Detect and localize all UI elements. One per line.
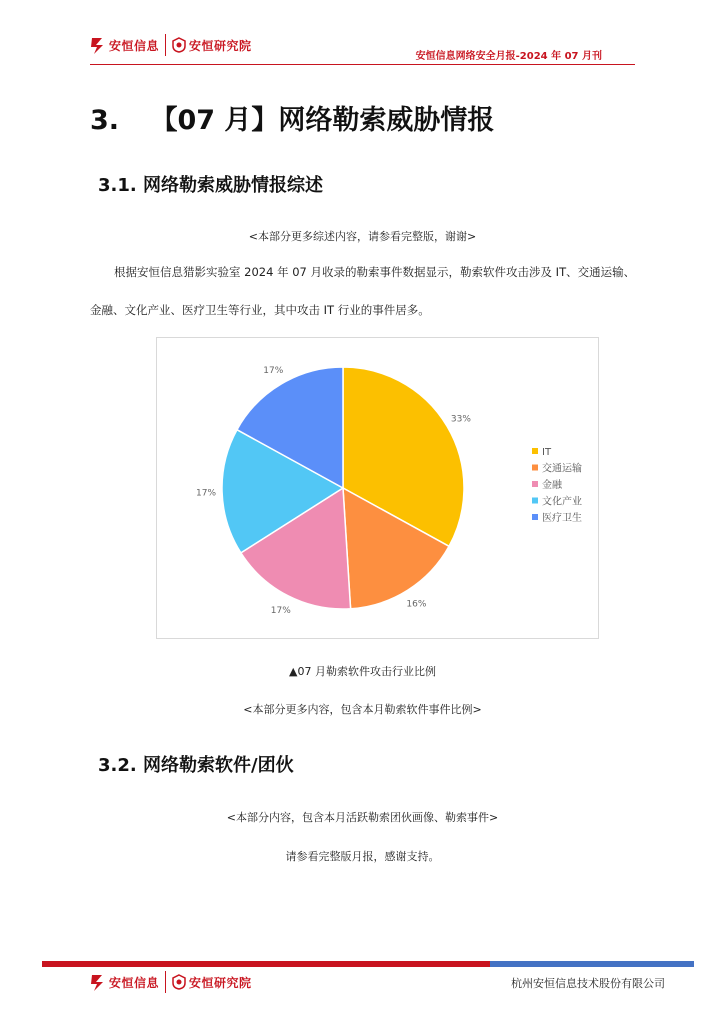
figure-caption: ▲07 月勒索软件攻击行业比例 xyxy=(289,665,436,678)
legend-swatch-3 xyxy=(532,498,538,504)
section-number: 3. xyxy=(90,105,120,136)
research-institute-logo-icon xyxy=(172,37,186,53)
dbappsecurity-logo-icon xyxy=(90,972,106,992)
footer-bar-red xyxy=(42,961,490,967)
legend-swatch-2 xyxy=(532,481,538,487)
pie-data-label-2: 17% xyxy=(270,606,291,617)
dbappsecurity-logo-icon xyxy=(90,35,106,55)
summary-note: <本部分更多综述内容，请参看完整版，谢谢> xyxy=(248,230,477,243)
page-header xyxy=(0,0,724,70)
legend-label-0: IT xyxy=(542,447,552,458)
pie-data-label-0: 33% xyxy=(450,414,471,425)
legend-swatch-1 xyxy=(532,465,538,471)
header-title: 安恒信息网络安全月报-2024 年 07 月刊 xyxy=(415,51,602,62)
pie-chart-container xyxy=(156,337,599,639)
logo-company-name: 安恒信息 xyxy=(109,38,160,53)
legend-label-4: 医疗卫生 xyxy=(542,513,582,524)
footer-logo-company-name: 安恒信息 xyxy=(109,975,160,990)
footer-logo-divider xyxy=(165,971,166,993)
figure-note: <本部分更多内容，包含本月勒索软件事件比例> xyxy=(243,703,482,716)
header-divider xyxy=(90,64,635,65)
legend-label-2: 金融 xyxy=(542,480,562,491)
footer-bar-blue xyxy=(490,961,694,967)
pie-chart xyxy=(157,338,598,638)
subsection-heading-3-2: 3.2. 网络勒索软件/团伙 xyxy=(98,755,294,776)
header-logo xyxy=(90,34,252,56)
pie-data-label-3: 17% xyxy=(196,488,217,499)
footer-logo xyxy=(90,971,252,993)
summary-paragraph: 根据安恒信息猎影实验室 2024 年 07 月收录的勒索事件数据显示，勒索软件攻击涉及 IT、交通运输、金融、文化产业、医疗卫生等行业，其中攻击 IT 行业的事件居多。 xyxy=(90,265,636,317)
legend-swatch-0 xyxy=(532,448,538,454)
subsection-heading-3-1: 3.1. 网络勒索威胁情报综述 xyxy=(98,175,323,196)
closing-text: 请参看完整版月报，感谢支持。 xyxy=(285,850,440,863)
research-institute-logo-icon xyxy=(172,974,186,990)
logo-institute-name: 安恒研究院 xyxy=(189,38,252,53)
footer-logo-institute-name: 安恒研究院 xyxy=(189,975,252,990)
section-title-text: 【07 月】网络勒索威胁情报 xyxy=(150,105,495,136)
section-title xyxy=(90,98,494,137)
legend-label-1: 交通运输 xyxy=(542,463,582,475)
legend-label-3: 文化产业 xyxy=(542,496,582,508)
pie-data-label-1: 16% xyxy=(406,599,427,610)
footer-company: 杭州安恒信息技术股份有限公司 xyxy=(511,977,665,990)
pie-data-label-4: 17% xyxy=(263,366,284,377)
gangs-note: <本部分内容，包含本月活跃勒索团伙画像、勒索事件> xyxy=(226,811,499,824)
logo-divider xyxy=(165,34,166,56)
legend-swatch-4 xyxy=(532,514,538,520)
